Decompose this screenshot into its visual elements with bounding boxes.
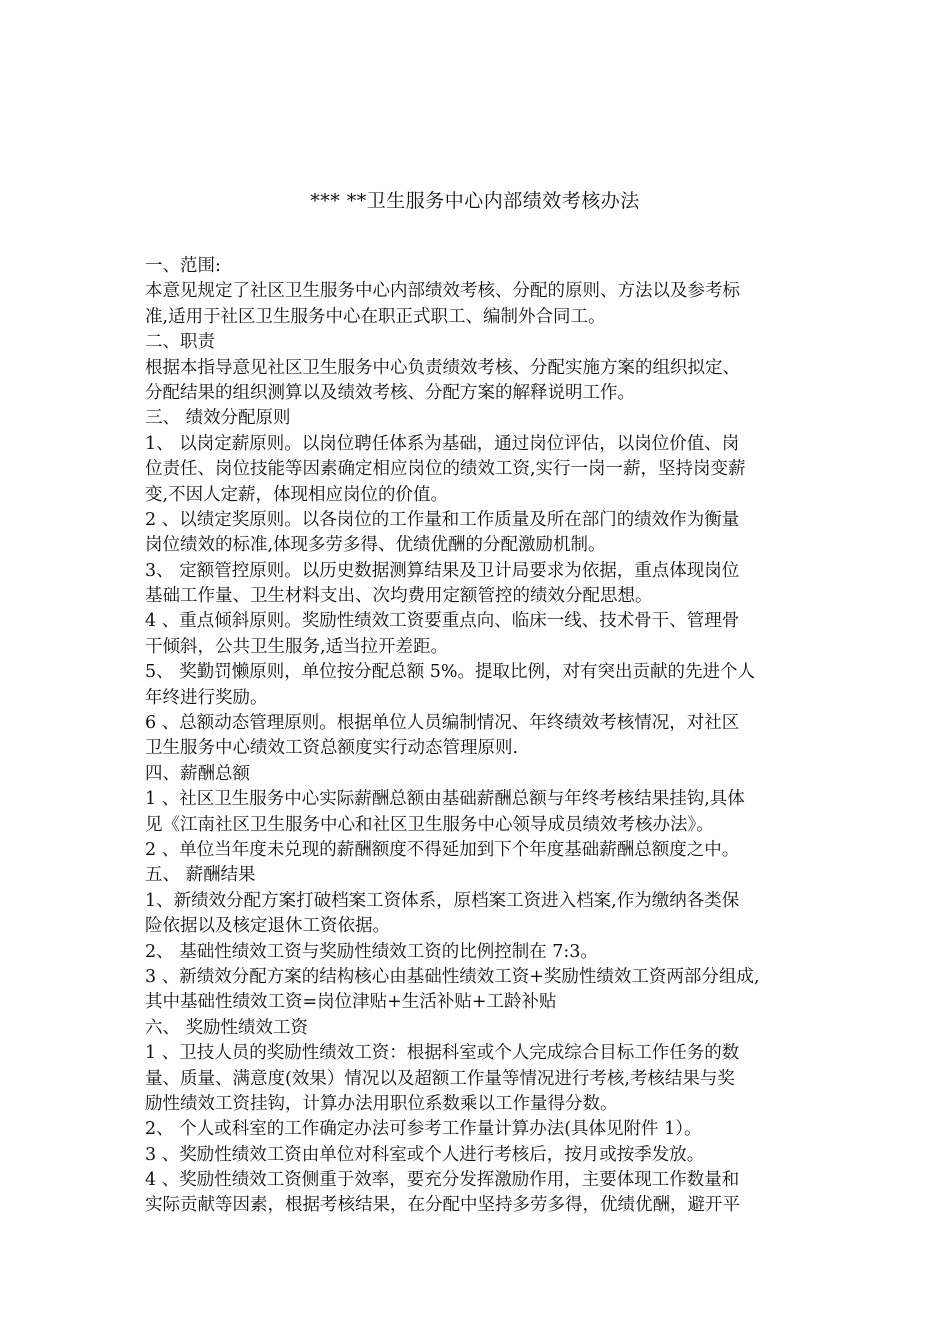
text-line: 五、 薪酬结果 — [145, 865, 256, 886]
text-line: 分配结果的组织测算以及绩效考核、分配方案的解释说明工作。 — [145, 382, 635, 403]
text-line: 年终进行奖励。 — [145, 687, 268, 708]
text-line: 变,不因人定薪，体现相应岗位的价值。 — [145, 484, 449, 505]
text-line: 根据本指导意见社区卫生服务中心负责绩效考核、分配实施方案的组织拟定、 — [145, 357, 740, 378]
text-line: 3 、奖励性绩效工资由单位对科室或个人进行考核后，按月或按季发放。 — [145, 1144, 705, 1165]
text-line: 基础工作量、卫生材料支出、次均费用定额管控的绩效分配思想。 — [145, 586, 653, 607]
text-line: 险依据以及核定退休工资依据。 — [145, 916, 390, 937]
text-line: 干倾斜，公共卫生服务,适当拉开差距。 — [145, 636, 449, 657]
text-line: 岗位绩效的标准,体现多劳多得、优绩优酬的分配激励机制。 — [145, 535, 606, 556]
text-line: 四、薪酬总额 — [145, 763, 250, 784]
text-line: 准,适用于社区卫生服务中心在职正式职工、编制外合同工。 — [145, 306, 606, 327]
text-line: 二、职责 — [145, 332, 215, 353]
text-line: 实际贡献等因素，根据考核结果，在分配中坚持多劳多得，优绩优酬，避开平 — [145, 1195, 740, 1216]
text-line: 2、 基础性绩效工资与奖励性绩效工资的比例控制在 7:3。 — [145, 941, 598, 962]
text-line: 1 、卫技人员的奖励性绩效工资：根据科室或个人完成综合目标工作任务的数 — [145, 1043, 740, 1064]
text-line: 励性绩效工资挂钩，计算办法用职位系数乘以工作量得分数。 — [145, 1093, 618, 1114]
text-line: 三、 绩效分配原则 — [145, 408, 291, 429]
text-line: 卫生服务中心绩效工资总额度实行动态管理原则. — [145, 738, 519, 759]
text-line: 2 、以绩定奖原则。以各岗位的工作量和工作质量及所在部门的绩效作为衡量 — [145, 509, 740, 530]
text-line: 6 、总额动态管理原则。根据单位人员编制情况、年终绩效考核情况，对社区 — [145, 713, 740, 734]
text-line: 位责任、岗位技能等因素确定相应岗位的绩效工资,实行一岗一薪，坚持岗变薪 — [145, 459, 746, 480]
text-line: 一、范围: — [145, 256, 221, 276]
text-line: 3、 定额管控原则。以历史数据测算结果及卫计局要求为依据，重点体现岗位 — [145, 560, 740, 581]
text-line: 2 、单位当年度未兑现的薪酬额度不得延加到下个年度基础薪酬总额度之中。 — [145, 839, 740, 860]
text-line: 3 、新绩效分配方案的结构核心由基础性绩效工资+奖励性绩效工资两部分组成, — [145, 966, 760, 987]
text-line: 5、 奖勤罚懒原则，单位按分配总额 5%。提取比例，对有突出贡献的先进个人 — [145, 662, 756, 683]
text-line: 六、 奖励性绩效工资 — [145, 1017, 309, 1038]
text-line: 1、 以岗定薪原则。以岗位聘任体系为基础，通过岗位评估，以岗位价值、岗 — [145, 433, 740, 454]
document-title: *** **卫生服务中心内部绩效考核办法 — [310, 190, 640, 212]
text-line: 本意见规定了社区卫生服务中心内部绩效考核、分配的原则、方法以及参考标 — [145, 281, 740, 302]
document-body — [145, 254, 810, 1219]
text-line: 其中基础性绩效工资=岗位津贴+生活补贴+工龄补贴 — [145, 992, 557, 1013]
text-line: 1 、社区卫生服务中心实际薪酬总额由基础薪酬总额与年终考核结果挂钩,具体 — [145, 789, 745, 810]
text-line: 见《江南社区卫生服务中心和社区卫生服务中心领导成员绩效考核办法》。 — [145, 814, 714, 835]
text-line: 2、 个人或科室的工作确定办法可参考工作量计算办法(具体见附件 1）。 — [145, 1119, 702, 1140]
text-line: 4 、重点倾斜原则。奖励性绩效工资要重点向、临床一线、技术骨干、管理骨 — [145, 611, 740, 632]
text-line: 量、质量、满意度(效果）情况以及超额工作量等情况进行考核,考核结果与奖 — [145, 1068, 735, 1089]
text-line: 4 、奖励性绩效工资侧重于效率，要充分发挥激励作用，主要体现工作数量和 — [145, 1170, 740, 1191]
text-line: 1、新绩效分配方案打破档案工资体系，原档案工资进入档案,作为缴纳各类保 — [145, 890, 740, 911]
